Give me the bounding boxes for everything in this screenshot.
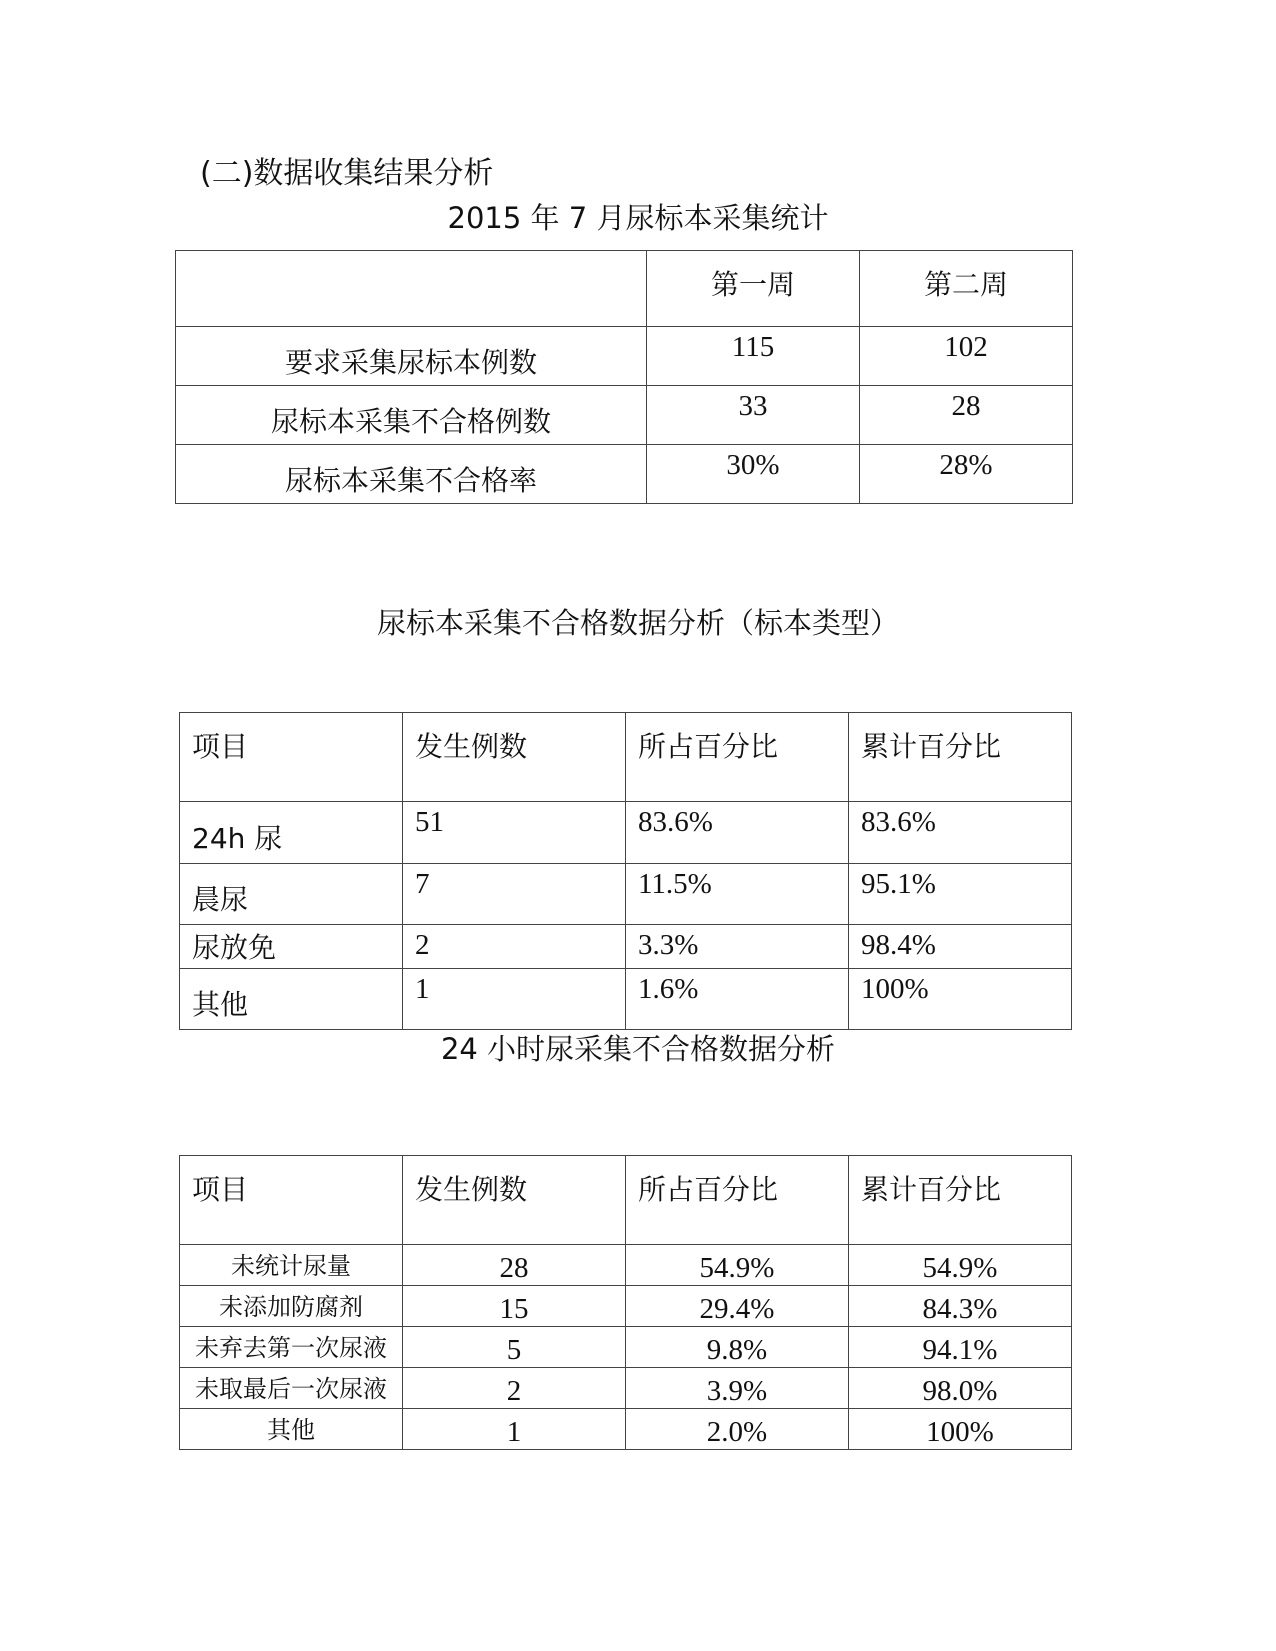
header-cell: 所占百分比 bbox=[626, 713, 849, 802]
count-cell: 28 bbox=[403, 1245, 626, 1286]
cumulative-cell: 94.1% bbox=[849, 1327, 1072, 1368]
week1-value: 115 bbox=[647, 327, 860, 386]
week2-value: 28% bbox=[860, 445, 1073, 504]
cumulative-cell: 98.0% bbox=[849, 1368, 1072, 1409]
percent-cell: 3.3% bbox=[626, 925, 849, 969]
row-label: 24h 尿 bbox=[180, 802, 403, 864]
count-cell: 2 bbox=[403, 925, 626, 969]
cumulative-cell: 84.3% bbox=[849, 1286, 1072, 1327]
cumulative-cell: 100% bbox=[849, 969, 1072, 1030]
percent-cell: 9.8% bbox=[626, 1327, 849, 1368]
cumulative-cell: 95.1% bbox=[849, 864, 1072, 925]
table2-title: 尿标本采集不合格数据分析（标本类型） bbox=[376, 606, 899, 640]
table-row bbox=[180, 925, 1072, 969]
count-cell: 51 bbox=[403, 802, 626, 864]
header-cell: 第二周 bbox=[860, 251, 1073, 327]
percent-cell: 54.9% bbox=[626, 1245, 849, 1286]
cumulative-cell: 100% bbox=[849, 1409, 1072, 1450]
header-cell bbox=[176, 251, 647, 327]
cumulative-cell: 83.6% bbox=[849, 802, 1072, 864]
count-cell: 5 bbox=[403, 1327, 626, 1368]
table-row bbox=[176, 386, 1073, 445]
table-row bbox=[176, 327, 1073, 386]
table-row bbox=[180, 864, 1072, 925]
header-cell: 所占百分比 bbox=[626, 1156, 849, 1245]
week2-value: 102 bbox=[860, 327, 1073, 386]
row-label: 其他 bbox=[180, 969, 403, 1030]
specimen-type-table bbox=[179, 712, 1072, 1030]
table3-title: 24 小时尿采集不合格数据分析 bbox=[440, 1032, 836, 1066]
percent-cell: 1.6% bbox=[626, 969, 849, 1030]
header-cell: 第一周 bbox=[647, 251, 860, 327]
table-row bbox=[180, 802, 1072, 864]
collection-stats-table bbox=[175, 250, 1073, 504]
table-row bbox=[176, 445, 1073, 504]
count-cell: 15 bbox=[403, 1286, 626, 1327]
week1-value: 30% bbox=[647, 445, 860, 504]
percent-cell: 3.9% bbox=[626, 1368, 849, 1409]
header-cell: 累计百分比 bbox=[849, 1156, 1072, 1245]
percent-cell: 83.6% bbox=[626, 802, 849, 864]
percent-cell: 29.4% bbox=[626, 1286, 849, 1327]
count-cell: 2 bbox=[403, 1368, 626, 1409]
percent-cell: 11.5% bbox=[626, 864, 849, 925]
table-row bbox=[180, 1368, 1072, 1409]
row-label: 尿标本采集不合格例数 bbox=[176, 386, 647, 445]
header-cell: 项目 bbox=[180, 713, 403, 802]
row-label: 晨尿 bbox=[180, 864, 403, 925]
table-header-row bbox=[180, 713, 1072, 802]
week2-value: 28 bbox=[860, 386, 1073, 445]
row-label: 尿标本采集不合格率 bbox=[176, 445, 647, 504]
table-row bbox=[180, 969, 1072, 1030]
count-cell: 1 bbox=[403, 969, 626, 1030]
header-cell: 项目 bbox=[180, 1156, 403, 1245]
urine-24h-table bbox=[179, 1155, 1072, 1450]
row-label: 未统计尿量 bbox=[180, 1245, 403, 1286]
table1-title: 2015 年 7 月尿标本采集统计 bbox=[447, 201, 829, 235]
header-cell: 累计百分比 bbox=[849, 713, 1072, 802]
count-cell: 7 bbox=[403, 864, 626, 925]
table-header-row bbox=[180, 1156, 1072, 1245]
section-heading: (二)数据收集结果分析 bbox=[200, 156, 494, 191]
percent-cell: 2.0% bbox=[626, 1409, 849, 1450]
week1-value: 33 bbox=[647, 386, 860, 445]
table-row bbox=[180, 1409, 1072, 1450]
header-cell: 发生例数 bbox=[403, 1156, 626, 1245]
table-row bbox=[180, 1286, 1072, 1327]
cumulative-cell: 54.9% bbox=[849, 1245, 1072, 1286]
row-label: 未添加防腐剂 bbox=[180, 1286, 403, 1327]
row-label: 尿放免 bbox=[180, 925, 403, 969]
table-header-row bbox=[176, 251, 1073, 327]
count-cell: 1 bbox=[403, 1409, 626, 1450]
table-row bbox=[180, 1327, 1072, 1368]
table-row bbox=[180, 1245, 1072, 1286]
row-label: 未弃去第一次尿液 bbox=[180, 1327, 403, 1368]
cumulative-cell: 98.4% bbox=[849, 925, 1072, 969]
row-label: 要求采集尿标本例数 bbox=[176, 327, 647, 386]
header-cell: 发生例数 bbox=[403, 713, 626, 802]
row-label: 其他 bbox=[180, 1409, 403, 1450]
row-label: 未取最后一次尿液 bbox=[180, 1368, 403, 1409]
